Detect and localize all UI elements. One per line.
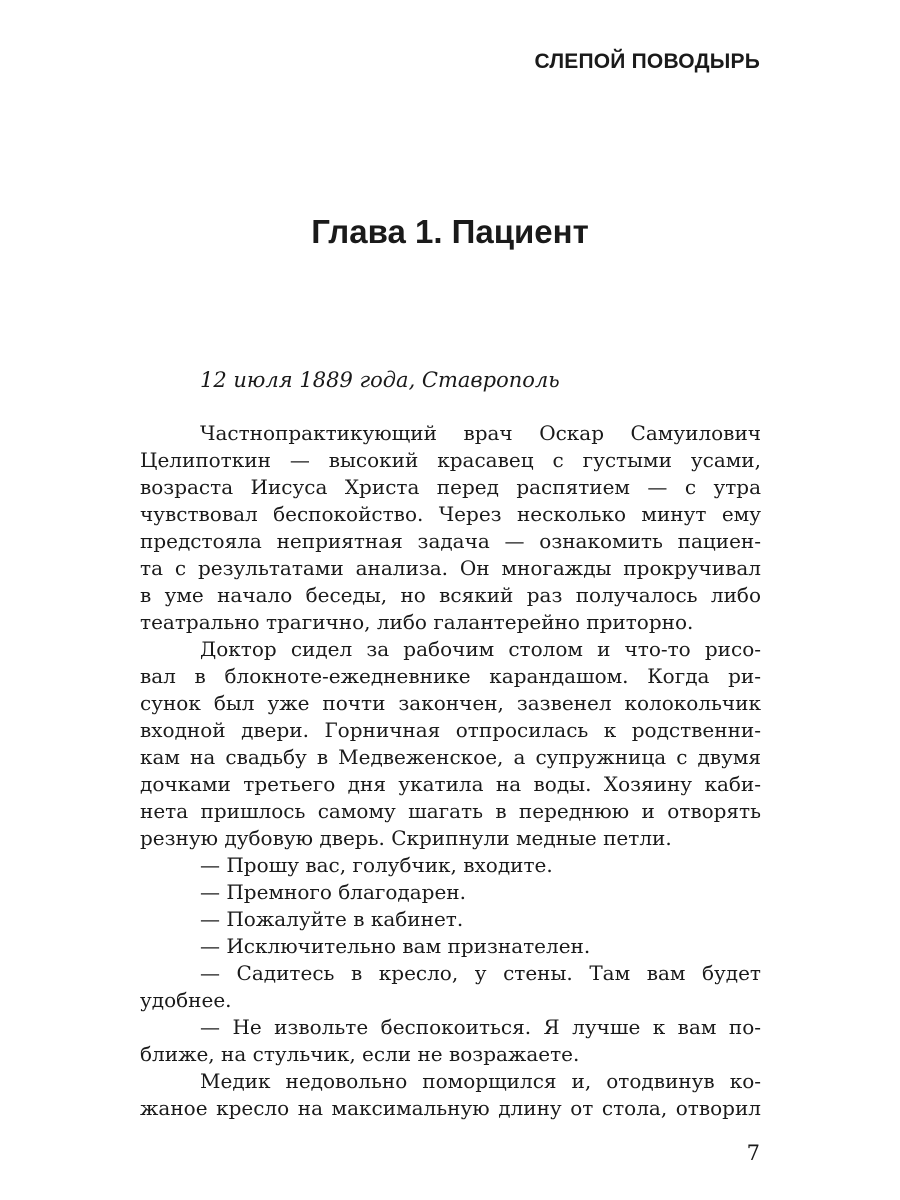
text-line: — Не извольте беспокоиться. Я лучше к вам по- — [200, 1015, 761, 1039]
text-line: — Пожалуйте в кабинет. — [200, 907, 464, 931]
text-line: вал в блокноте-ежедневнике карандашом. Когда ри- — [140, 664, 761, 688]
text-line: Доктор сидел за рабочим столом и что-то рисо- — [200, 637, 761, 661]
text-line: сунок был уже почти закончен, зазвенел колокольчик — [140, 691, 761, 715]
text-line: возраста Иисуса Христа перед распятием — с утра — [140, 475, 761, 499]
text-line: дочками третьего дня укатила на воды. Хозяину каби- — [140, 772, 761, 796]
dateline: 12 июля 1889 года, Ставрополь — [200, 368, 560, 392]
text-line: — Прошу вас, голубчик, входите. — [200, 853, 553, 877]
text-line: нета пришлось самому шагать в переднюю и отворять — [140, 799, 761, 823]
text-line: Целипоткин — высокий красавец с густыми усами, — [140, 448, 761, 472]
text-line: чувствовал беспокойство. Через несколько минут ему — [140, 502, 761, 526]
text-line: предстояла неприятная задача — ознакомить пациен- — [140, 529, 761, 553]
text-line: кам на свадьбу в Медвеженское, а супружница с двумя — [140, 745, 761, 769]
text-line: — Садитесь в кресло, у стены. Там вам будет — [200, 961, 761, 985]
running-head: СЛЕПОЙ ПОВОДЫРЬ — [534, 50, 760, 73]
text-line: — Исключительно вам признателен. — [200, 934, 591, 958]
text-line: входной двери. Горничная отпросилась к родственни- — [140, 718, 761, 742]
text-line: резную дубовую дверь. Скрипнули медные петли. — [140, 826, 672, 850]
page-number: 7 — [746, 1141, 760, 1165]
text-line: в уме начало беседы, но всякий раз получалось либо — [140, 583, 761, 607]
text-line: Частнопрактикующий врач Оскар Самуилович — [200, 421, 761, 445]
text-line: жаное кресло на максимальную длину от стола, отворил — [140, 1096, 761, 1120]
text-line: та с результатами анализа. Он многажды прокручивал — [140, 556, 761, 580]
text-line: Медик недовольно поморщился и, отодвинув ко- — [200, 1069, 761, 1093]
text-line: театрально трагично, либо галантерейно приторно. — [140, 610, 694, 634]
text-line: ближе, на стульчик, если не возражаете. — [140, 1042, 580, 1066]
text-line: — Премного благодарен. — [200, 880, 466, 904]
body-text — [140, 420, 761, 1122]
chapter-title: Глава 1. Пациент — [311, 213, 589, 250]
text-line: удобнее. — [140, 988, 232, 1012]
